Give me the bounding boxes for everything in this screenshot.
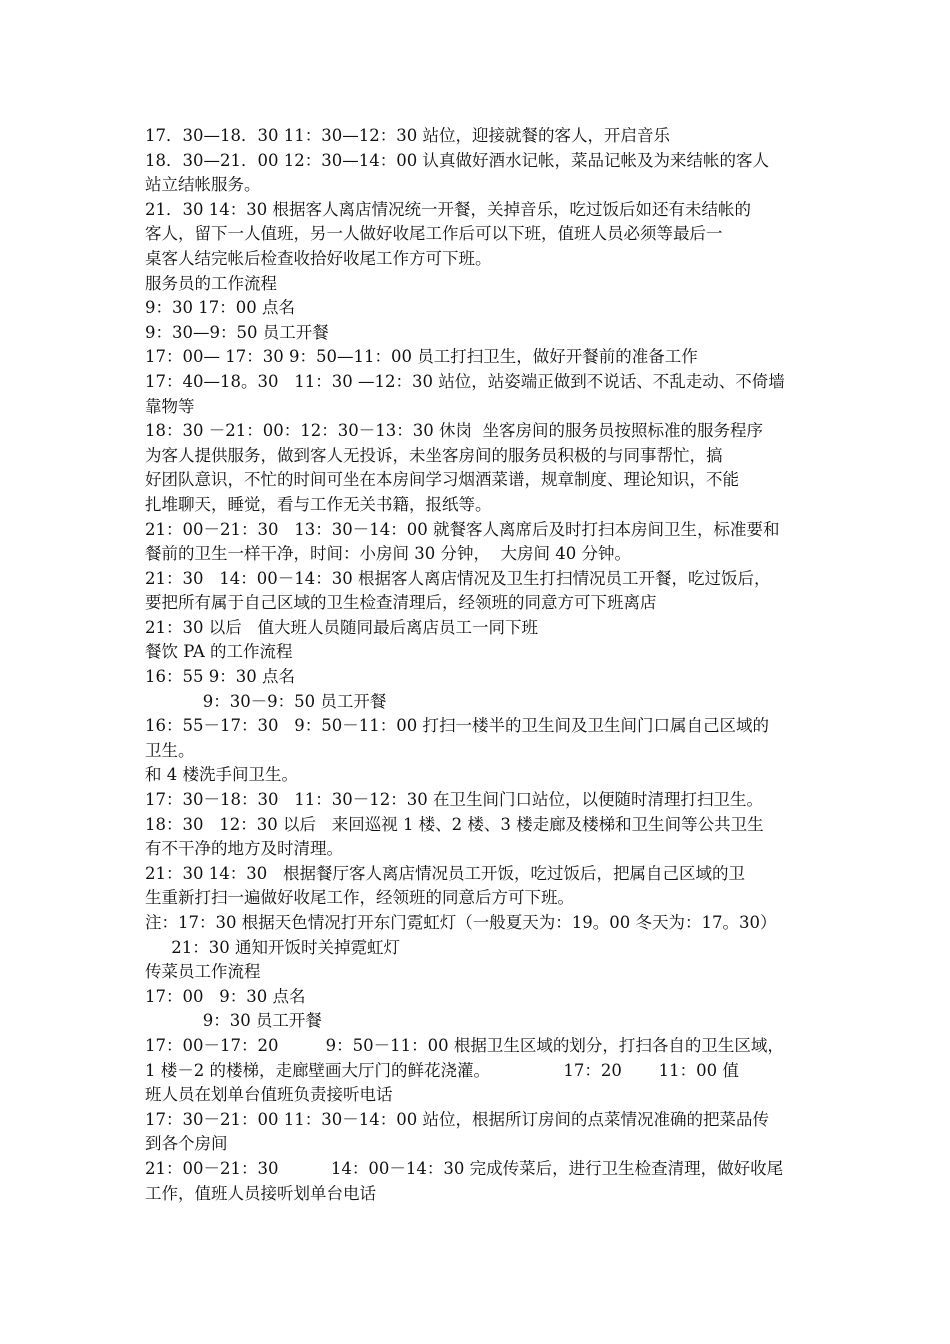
- note-line: 注：17：30 根据天色情况打开东门霓虹灯（一般夏天为：19。00 冬天为：17。30）: [145, 913, 777, 932]
- text-line: 16：55－17：30 9：50－11：00 打扫一楼半的卫生间及卫生间门口属自己区域的: [145, 716, 769, 736]
- text-line: 9：30－9：50 员工开餐: [145, 691, 387, 711]
- text-line: 9：30 17：00 点名: [145, 298, 295, 318]
- note-line: 21：30 通知开饭时关掉霓虹灯: [145, 937, 400, 957]
- text-line: 17：30－21：00 11：30－14：00 站位，根据所订房间的点菜情况准确的把菜品传: [145, 1109, 769, 1129]
- text-line: 17：00— 17：30 9：50—11：00 员工打扫卫生，做好开餐前的准备工作: [145, 347, 698, 367]
- text-line: 卫生。: [145, 740, 195, 760]
- text-line: 扎堆聊天，睡觉，看与工作无关书籍，报纸等。: [145, 494, 492, 514]
- text-line: 17：40—18。30 11：30 —12：30 站位，站姿端正做到不说话、不乱走动、不倚墙: [145, 371, 785, 391]
- text-line: 21：30 以后 值大班人员随同最后离店员工一同下班: [145, 617, 538, 637]
- text-line: 生重新打扫一遍做好收尾工作，经领班的同意后方可下班。: [145, 888, 574, 908]
- text-line: 餐前的卫生一样干净，时间：小房间 30 分钟， 大房间 40 分钟。: [145, 544, 631, 564]
- text-line: 17．30—18．30 11：30—12：30 站位，迎接就餐的客人，开启音乐: [145, 126, 670, 145]
- text-line: 17：30－18：30 11：30－12：30 在卫生间门口站位，以便随时清理打扫卫生。: [145, 790, 763, 810]
- section-heading-runner: 传菜员工作流程: [145, 962, 261, 982]
- text-line: 16：55 9：30 点名: [145, 667, 295, 687]
- text-line: 1 楼－2 的楼梯，走廊壁画大厅门的鲜花浇灌。 17：20 11：00 值: [145, 1060, 739, 1080]
- text-line: 好团队意识，不忙的时间可坐在本房间学习烟酒菜谱，规章制度、理论知识，不能: [145, 470, 739, 490]
- text-line: 要把所有属于自己区域的卫生检查清理后，经领班的同意方可下班离店: [145, 593, 657, 613]
- section-heading-waiter: 服务员的工作流程: [145, 273, 277, 293]
- text-line: 工作，值班人员接听划单台电话: [145, 1183, 376, 1203]
- text-line: 17：00 9：30 点名: [145, 986, 306, 1006]
- text-line: 9：30—9：50 员工开餐: [145, 322, 329, 342]
- text-line: 21．30 14：30 根据客人离店情况统一开餐，关掉音乐，吃过饭后如还有未结帐的: [145, 199, 751, 219]
- text-line: 靠物等: [145, 396, 195, 416]
- text-line: 桌客人结完帐后检查收拾好收尾工作方可下班。: [145, 248, 492, 268]
- text-line: 21：00－21：30 13：30－14：00 就餐客人离席后及时打扫本房间卫生，标准要和: [145, 519, 780, 539]
- text-line: 有不干净的地方及时清理。: [145, 839, 343, 859]
- text-line: 班人员在划单台值班负责接听电话: [145, 1085, 393, 1105]
- text-line: 18．30—21．00 12：30—14：00 认真做好酒水记帐，菜品记帐及为来结帐的客人: [145, 150, 769, 170]
- text-line: 17：00－17：20 9：50－11：00 根据卫生区域的划分，打扫各自的卫生区域，: [145, 1035, 784, 1055]
- text-line: 到各个房间: [145, 1134, 228, 1154]
- document-body: [145, 124, 815, 1206]
- text-line: 站立结帐服务。: [145, 175, 261, 195]
- text-line: 客人，留下一人值班，另一人做好收尾工作后可以下班，值班人员必须等最后一: [145, 224, 723, 244]
- text-line: 18：30 －21：00：12：30－13：30 休岗 坐客房间的服务员按照标准的服务程序: [145, 421, 763, 441]
- text-line: 21：00－21：30 14：00－14：30 完成传菜后，进行卫生检查清理，做好收尾: [145, 1158, 784, 1178]
- section-heading-pa: 餐饮 PA 的工作流程: [145, 642, 293, 662]
- text-line: 21：30 14：30 根据餐厅客人离店情况员工开饭，吃过饭后，把属自己区域的卫: [145, 863, 745, 883]
- text-line: 21：30 14：00－14：30 根据客人离店情况及卫生打扫情况员工开餐，吃过饭后，: [145, 568, 771, 588]
- text-line: 和 4 楼洗手间卫生。: [145, 765, 298, 785]
- text-line: 9：30 员工开餐: [145, 1011, 322, 1031]
- text-line: 18：30 12：30 以后 来回巡视 1 楼、2 楼、3 楼走廊及楼梯和卫生间等公共卫生: [145, 814, 764, 834]
- text-line: 为客人提供服务，做到客人无投诉，未坐客房间的服务员积极的与同事帮忙，搞: [145, 445, 723, 465]
